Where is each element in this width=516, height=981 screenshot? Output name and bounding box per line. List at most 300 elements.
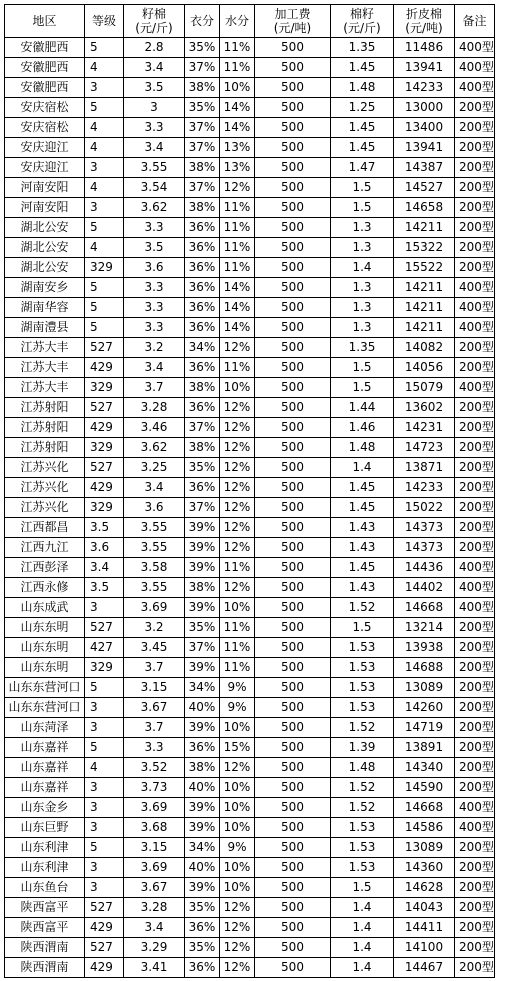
cell-moisture: 10% xyxy=(220,858,255,878)
cell-seed-cotton-price: 2.8 xyxy=(124,38,185,58)
cell-region: 江苏兴化 xyxy=(5,458,85,478)
cell-note: 200型 xyxy=(455,698,495,718)
cell-processing-fee: 500 xyxy=(255,498,331,518)
cell-cottonseed-price: 1.43 xyxy=(331,538,394,558)
cell-lint-percent: 37% xyxy=(185,638,220,658)
cell-processing-fee: 500 xyxy=(255,98,331,118)
cell-lint-price: 15079 xyxy=(394,378,455,398)
cell-note: 200型 xyxy=(455,118,495,138)
cell-cottonseed-price: 1.4 xyxy=(331,898,394,918)
cell-grade: 4 xyxy=(85,118,124,138)
cell-seed-cotton-price: 3.6 xyxy=(124,258,185,278)
cell-seed-cotton-price: 3.29 xyxy=(124,938,185,958)
cell-note: 200型 xyxy=(455,358,495,378)
cell-processing-fee: 500 xyxy=(255,638,331,658)
cell-lint-percent: 39% xyxy=(185,518,220,538)
cell-moisture: 10% xyxy=(220,798,255,818)
cell-lint-percent: 39% xyxy=(185,558,220,578)
cell-lint-percent: 39% xyxy=(185,798,220,818)
cell-moisture: 11% xyxy=(220,618,255,638)
cell-moisture: 11% xyxy=(220,638,255,658)
cell-cottonseed-price: 1.5 xyxy=(331,198,394,218)
cell-region: 湖南安乡 xyxy=(5,278,85,298)
cell-region: 山东东营河口 xyxy=(5,698,85,718)
cell-seed-cotton-price: 3.7 xyxy=(124,718,185,738)
cell-grade: 3.5 xyxy=(85,578,124,598)
cell-region: 湖南澧县 xyxy=(5,318,85,338)
cell-grade: 3 xyxy=(85,718,124,738)
cell-lint-price: 14402 xyxy=(394,578,455,598)
cell-note: 200型 xyxy=(455,718,495,738)
cell-moisture: 12% xyxy=(220,498,255,518)
cell-seed-cotton-price: 3.4 xyxy=(124,138,185,158)
cell-lint-percent: 36% xyxy=(185,318,220,338)
header-cottonseed-price: 棉籽 (元/斤) xyxy=(331,5,394,38)
cell-note: 200型 xyxy=(455,438,495,458)
cell-region: 山东成武 xyxy=(5,598,85,618)
cell-processing-fee: 500 xyxy=(255,618,331,638)
cell-processing-fee: 500 xyxy=(255,858,331,878)
header-grade: 等级 xyxy=(85,5,124,38)
cell-note: 200型 xyxy=(455,418,495,438)
cell-lint-price: 14668 xyxy=(394,598,455,618)
cotton-price-table-container xyxy=(4,4,495,978)
cell-lint-price: 13938 xyxy=(394,638,455,658)
table-row xyxy=(5,938,495,958)
cell-cottonseed-price: 1.3 xyxy=(331,298,394,318)
cell-lint-percent: 39% xyxy=(185,598,220,618)
cell-grade: 3 xyxy=(85,818,124,838)
cell-moisture: 15% xyxy=(220,738,255,758)
cell-lint-percent: 38% xyxy=(185,438,220,458)
cell-seed-cotton-price: 3.69 xyxy=(124,598,185,618)
cell-lint-percent: 40% xyxy=(185,778,220,798)
table-row xyxy=(5,578,495,598)
cell-lint-price: 14100 xyxy=(394,938,455,958)
cell-note: 200型 xyxy=(455,138,495,158)
cell-seed-cotton-price: 3.55 xyxy=(124,518,185,538)
cell-note: 200型 xyxy=(455,158,495,178)
cell-lint-percent: 37% xyxy=(185,138,220,158)
cell-lint-price: 14628 xyxy=(394,878,455,898)
cell-grade: 527 xyxy=(85,938,124,958)
cell-grade: 329 xyxy=(85,378,124,398)
cell-seed-cotton-price: 3.45 xyxy=(124,638,185,658)
cell-cottonseed-price: 1.4 xyxy=(331,918,394,938)
cell-cottonseed-price: 1.4 xyxy=(331,958,394,978)
cell-seed-cotton-price: 3.25 xyxy=(124,458,185,478)
cell-region: 安徽肥西 xyxy=(5,58,85,78)
cell-region: 江苏兴化 xyxy=(5,478,85,498)
cell-note: 200型 xyxy=(455,958,495,978)
cell-processing-fee: 500 xyxy=(255,738,331,758)
cell-note: 400型 xyxy=(455,378,495,398)
cell-lint-price: 14527 xyxy=(394,178,455,198)
cell-grade: 3 xyxy=(85,878,124,898)
cell-lint-percent: 39% xyxy=(185,718,220,738)
cell-lint-price: 13941 xyxy=(394,138,455,158)
table-row xyxy=(5,218,495,238)
cell-grade: 527 xyxy=(85,458,124,478)
cell-lint-price: 14436 xyxy=(394,558,455,578)
cell-seed-cotton-price: 3.67 xyxy=(124,698,185,718)
cell-lint-percent: 36% xyxy=(185,398,220,418)
cell-lint-price: 14043 xyxy=(394,898,455,918)
cell-moisture: 12% xyxy=(220,958,255,978)
cell-grade: 3 xyxy=(85,78,124,98)
cell-lint-price: 14668 xyxy=(394,798,455,818)
cell-seed-cotton-price: 3.3 xyxy=(124,318,185,338)
cell-grade: 3 xyxy=(85,798,124,818)
cell-note: 200型 xyxy=(455,658,495,678)
cell-lint-price: 14467 xyxy=(394,958,455,978)
cell-processing-fee: 500 xyxy=(255,178,331,198)
cell-region: 江西永修 xyxy=(5,578,85,598)
table-row xyxy=(5,958,495,978)
cell-cottonseed-price: 1.25 xyxy=(331,98,394,118)
cell-moisture: 11% xyxy=(220,218,255,238)
cell-seed-cotton-price: 3.54 xyxy=(124,178,185,198)
cell-grade: 4 xyxy=(85,138,124,158)
table-row xyxy=(5,418,495,438)
header-region: 地区 xyxy=(5,5,85,38)
cell-grade: 5 xyxy=(85,838,124,858)
cell-cottonseed-price: 1.45 xyxy=(331,498,394,518)
cell-lint-percent: 40% xyxy=(185,698,220,718)
cell-lint-price: 14688 xyxy=(394,658,455,678)
table-row xyxy=(5,478,495,498)
cell-moisture: 13% xyxy=(220,158,255,178)
cell-lint-price: 14260 xyxy=(394,698,455,718)
cell-region: 江苏大丰 xyxy=(5,378,85,398)
table-row xyxy=(5,338,495,358)
table-row xyxy=(5,778,495,798)
cell-seed-cotton-price: 3.67 xyxy=(124,878,185,898)
cell-region: 江西彭泽 xyxy=(5,558,85,578)
cell-note: 400型 xyxy=(455,818,495,838)
cell-region: 山东东明 xyxy=(5,638,85,658)
cell-seed-cotton-price: 3.3 xyxy=(124,118,185,138)
cell-lint-price: 13000 xyxy=(394,98,455,118)
cell-lint-percent: 36% xyxy=(185,478,220,498)
cell-moisture: 10% xyxy=(220,718,255,738)
cell-note: 200型 xyxy=(455,178,495,198)
cell-cottonseed-price: 1.3 xyxy=(331,318,394,338)
cell-grade: 3 xyxy=(85,698,124,718)
cell-moisture: 9% xyxy=(220,678,255,698)
cell-processing-fee: 500 xyxy=(255,38,331,58)
cell-moisture: 13% xyxy=(220,138,255,158)
cell-note: 200型 xyxy=(455,518,495,538)
cell-lint-percent: 34% xyxy=(185,678,220,698)
cell-cottonseed-price: 1.39 xyxy=(331,738,394,758)
cell-region: 山东利津 xyxy=(5,858,85,878)
cell-lint-percent: 38% xyxy=(185,78,220,98)
cell-lint-percent: 36% xyxy=(185,738,220,758)
cell-processing-fee: 500 xyxy=(255,458,331,478)
cell-grade: 329 xyxy=(85,498,124,518)
cell-lint-price: 14373 xyxy=(394,518,455,538)
cell-lint-percent: 37% xyxy=(185,418,220,438)
cell-moisture: 12% xyxy=(220,538,255,558)
header-moisture: 水分 xyxy=(220,5,255,38)
cell-lint-percent: 35% xyxy=(185,938,220,958)
cell-cottonseed-price: 1.5 xyxy=(331,358,394,378)
cell-note: 400型 xyxy=(455,578,495,598)
cell-lint-price: 14211 xyxy=(394,218,455,238)
cell-processing-fee: 500 xyxy=(255,938,331,958)
cell-region: 湖北公安 xyxy=(5,218,85,238)
cell-region: 安庆迎江 xyxy=(5,138,85,158)
cell-cottonseed-price: 1.52 xyxy=(331,598,394,618)
cell-processing-fee: 500 xyxy=(255,958,331,978)
cell-cottonseed-price: 1.45 xyxy=(331,118,394,138)
cell-cottonseed-price: 1.53 xyxy=(331,658,394,678)
table-row xyxy=(5,658,495,678)
cell-lint-percent: 36% xyxy=(185,958,220,978)
cell-seed-cotton-price: 3.4 xyxy=(124,478,185,498)
cell-cottonseed-price: 1.53 xyxy=(331,698,394,718)
cell-grade: 329 xyxy=(85,658,124,678)
cell-processing-fee: 500 xyxy=(255,358,331,378)
cell-lint-price: 14387 xyxy=(394,158,455,178)
cell-moisture: 14% xyxy=(220,278,255,298)
cell-cottonseed-price: 1.52 xyxy=(331,718,394,738)
cell-lint-price: 11486 xyxy=(394,38,455,58)
cell-moisture: 10% xyxy=(220,598,255,618)
table-row xyxy=(5,738,495,758)
cell-lint-percent: 38% xyxy=(185,158,220,178)
cell-note: 200型 xyxy=(455,458,495,478)
cell-cottonseed-price: 1.45 xyxy=(331,478,394,498)
cell-moisture: 10% xyxy=(220,778,255,798)
cell-lint-price: 14056 xyxy=(394,358,455,378)
cell-lint-percent: 37% xyxy=(185,498,220,518)
cell-processing-fee: 500 xyxy=(255,878,331,898)
cell-lint-percent: 36% xyxy=(185,298,220,318)
cell-lint-percent: 34% xyxy=(185,338,220,358)
cell-processing-fee: 500 xyxy=(255,578,331,598)
table-row xyxy=(5,438,495,458)
cell-lint-percent: 37% xyxy=(185,118,220,138)
cell-lint-percent: 35% xyxy=(185,98,220,118)
cell-region: 山东嘉祥 xyxy=(5,738,85,758)
cell-grade: 429 xyxy=(85,418,124,438)
header-row xyxy=(5,5,495,38)
table-row xyxy=(5,238,495,258)
cell-moisture: 9% xyxy=(220,698,255,718)
cell-moisture: 11% xyxy=(220,38,255,58)
cell-lint-percent: 36% xyxy=(185,918,220,938)
header-processing-fee: 加工费 (元/吨) xyxy=(255,5,331,38)
cell-moisture: 10% xyxy=(220,818,255,838)
cell-lint-price: 14211 xyxy=(394,318,455,338)
table-row xyxy=(5,258,495,278)
cell-grade: 4 xyxy=(85,758,124,778)
cell-note: 200型 xyxy=(455,938,495,958)
cell-seed-cotton-price: 3.58 xyxy=(124,558,185,578)
cell-processing-fee: 500 xyxy=(255,838,331,858)
table-row xyxy=(5,398,495,418)
cell-lint-percent: 39% xyxy=(185,878,220,898)
cell-region: 山东东营河口 xyxy=(5,678,85,698)
cell-grade: 5 xyxy=(85,38,124,58)
cell-note: 200型 xyxy=(455,238,495,258)
cell-lint-price: 14658 xyxy=(394,198,455,218)
cell-note: 200型 xyxy=(455,758,495,778)
cell-lint-price: 14586 xyxy=(394,818,455,838)
cell-cottonseed-price: 1.53 xyxy=(331,678,394,698)
table-row xyxy=(5,878,495,898)
cell-note: 200型 xyxy=(455,98,495,118)
cell-region: 山东巨野 xyxy=(5,818,85,838)
cell-grade: 527 xyxy=(85,398,124,418)
cell-note: 200型 xyxy=(455,538,495,558)
table-row xyxy=(5,858,495,878)
table-row xyxy=(5,618,495,638)
cell-moisture: 12% xyxy=(220,178,255,198)
cell-region: 山东东明 xyxy=(5,658,85,678)
cell-note: 200型 xyxy=(455,218,495,238)
cell-region: 山东嘉祥 xyxy=(5,758,85,778)
cell-seed-cotton-price: 3.2 xyxy=(124,618,185,638)
cell-grade: 5 xyxy=(85,318,124,338)
cell-lint-price: 14211 xyxy=(394,278,455,298)
cell-processing-fee: 500 xyxy=(255,558,331,578)
cell-note: 400型 xyxy=(455,298,495,318)
cell-moisture: 10% xyxy=(220,78,255,98)
cell-region: 河南安阳 xyxy=(5,198,85,218)
cell-lint-price: 13089 xyxy=(394,838,455,858)
table-row xyxy=(5,278,495,298)
cell-seed-cotton-price: 3.73 xyxy=(124,778,185,798)
cell-note: 200型 xyxy=(455,258,495,278)
cell-moisture: 12% xyxy=(220,478,255,498)
cell-seed-cotton-price: 3.62 xyxy=(124,198,185,218)
header-lint-price: 折皮棉 (元/吨) xyxy=(394,5,455,38)
cell-region: 安庆宿松 xyxy=(5,98,85,118)
cell-seed-cotton-price: 3.15 xyxy=(124,678,185,698)
cell-cottonseed-price: 1.35 xyxy=(331,338,394,358)
table-row xyxy=(5,818,495,838)
cell-grade: 527 xyxy=(85,618,124,638)
cell-lint-price: 14211 xyxy=(394,298,455,318)
table-row xyxy=(5,38,495,58)
table-row xyxy=(5,378,495,398)
cell-note: 400型 xyxy=(455,558,495,578)
cell-grade: 4 xyxy=(85,58,124,78)
table-row xyxy=(5,498,495,518)
cell-note: 400型 xyxy=(455,38,495,58)
cell-seed-cotton-price: 3.68 xyxy=(124,818,185,838)
cell-processing-fee: 500 xyxy=(255,398,331,418)
table-row xyxy=(5,638,495,658)
cell-moisture: 11% xyxy=(220,238,255,258)
cell-lint-price: 14082 xyxy=(394,338,455,358)
cell-seed-cotton-price: 3.7 xyxy=(124,378,185,398)
cell-processing-fee: 500 xyxy=(255,238,331,258)
cell-processing-fee: 500 xyxy=(255,118,331,138)
cell-lint-percent: 36% xyxy=(185,358,220,378)
cell-processing-fee: 500 xyxy=(255,418,331,438)
cell-region: 山东嘉祥 xyxy=(5,778,85,798)
table-row xyxy=(5,78,495,98)
table-row xyxy=(5,538,495,558)
cell-lint-percent: 38% xyxy=(185,578,220,598)
cell-moisture: 10% xyxy=(220,378,255,398)
cell-grade: 527 xyxy=(85,898,124,918)
cell-region: 安徽肥西 xyxy=(5,38,85,58)
cell-processing-fee: 500 xyxy=(255,818,331,838)
cell-lint-price: 14590 xyxy=(394,778,455,798)
cell-seed-cotton-price: 3.2 xyxy=(124,338,185,358)
cell-cottonseed-price: 1.5 xyxy=(331,178,394,198)
cell-moisture: 11% xyxy=(220,558,255,578)
cell-lint-price: 14233 xyxy=(394,78,455,98)
cell-note: 400型 xyxy=(455,318,495,338)
cell-lint-price: 13941 xyxy=(394,58,455,78)
cell-cottonseed-price: 1.47 xyxy=(331,158,394,178)
cell-seed-cotton-price: 3.3 xyxy=(124,738,185,758)
cell-cottonseed-price: 1.43 xyxy=(331,518,394,538)
cell-note: 200型 xyxy=(455,898,495,918)
cell-region: 湖北公安 xyxy=(5,258,85,278)
cell-lint-percent: 36% xyxy=(185,278,220,298)
cell-seed-cotton-price: 3.5 xyxy=(124,78,185,98)
cell-processing-fee: 500 xyxy=(255,758,331,778)
table-row xyxy=(5,678,495,698)
table-row xyxy=(5,358,495,378)
cell-lint-price: 14373 xyxy=(394,538,455,558)
cell-lint-price: 13400 xyxy=(394,118,455,138)
table-row xyxy=(5,838,495,858)
cell-region: 安徽肥西 xyxy=(5,78,85,98)
cell-processing-fee: 500 xyxy=(255,298,331,318)
cell-lint-percent: 38% xyxy=(185,758,220,778)
cell-grade: 527 xyxy=(85,338,124,358)
cell-region: 河南安阳 xyxy=(5,178,85,198)
cell-note: 400型 xyxy=(455,278,495,298)
cell-grade: 3.6 xyxy=(85,538,124,558)
cell-cottonseed-price: 1.3 xyxy=(331,278,394,298)
cell-processing-fee: 500 xyxy=(255,138,331,158)
cell-note: 200型 xyxy=(455,618,495,638)
cell-seed-cotton-price: 3.28 xyxy=(124,398,185,418)
cell-grade: 5 xyxy=(85,218,124,238)
cell-moisture: 12% xyxy=(220,938,255,958)
cell-region: 山东鱼台 xyxy=(5,878,85,898)
table-row xyxy=(5,178,495,198)
cell-moisture: 14% xyxy=(220,298,255,318)
cell-region: 安庆迎江 xyxy=(5,158,85,178)
cell-seed-cotton-price: 3.3 xyxy=(124,218,185,238)
cell-cottonseed-price: 1.4 xyxy=(331,258,394,278)
cell-region: 安庆宿松 xyxy=(5,118,85,138)
cell-note: 400型 xyxy=(455,798,495,818)
cell-processing-fee: 500 xyxy=(255,198,331,218)
cell-cottonseed-price: 1.5 xyxy=(331,378,394,398)
table-row xyxy=(5,298,495,318)
cell-seed-cotton-price: 3.7 xyxy=(124,658,185,678)
cell-processing-fee: 500 xyxy=(255,778,331,798)
cell-seed-cotton-price: 3 xyxy=(124,98,185,118)
cell-lint-price: 13871 xyxy=(394,458,455,478)
cell-cottonseed-price: 1.53 xyxy=(331,638,394,658)
cell-lint-percent: 39% xyxy=(185,538,220,558)
cell-seed-cotton-price: 3.69 xyxy=(124,798,185,818)
cell-region: 江苏射阳 xyxy=(5,398,85,418)
cell-processing-fee: 500 xyxy=(255,158,331,178)
